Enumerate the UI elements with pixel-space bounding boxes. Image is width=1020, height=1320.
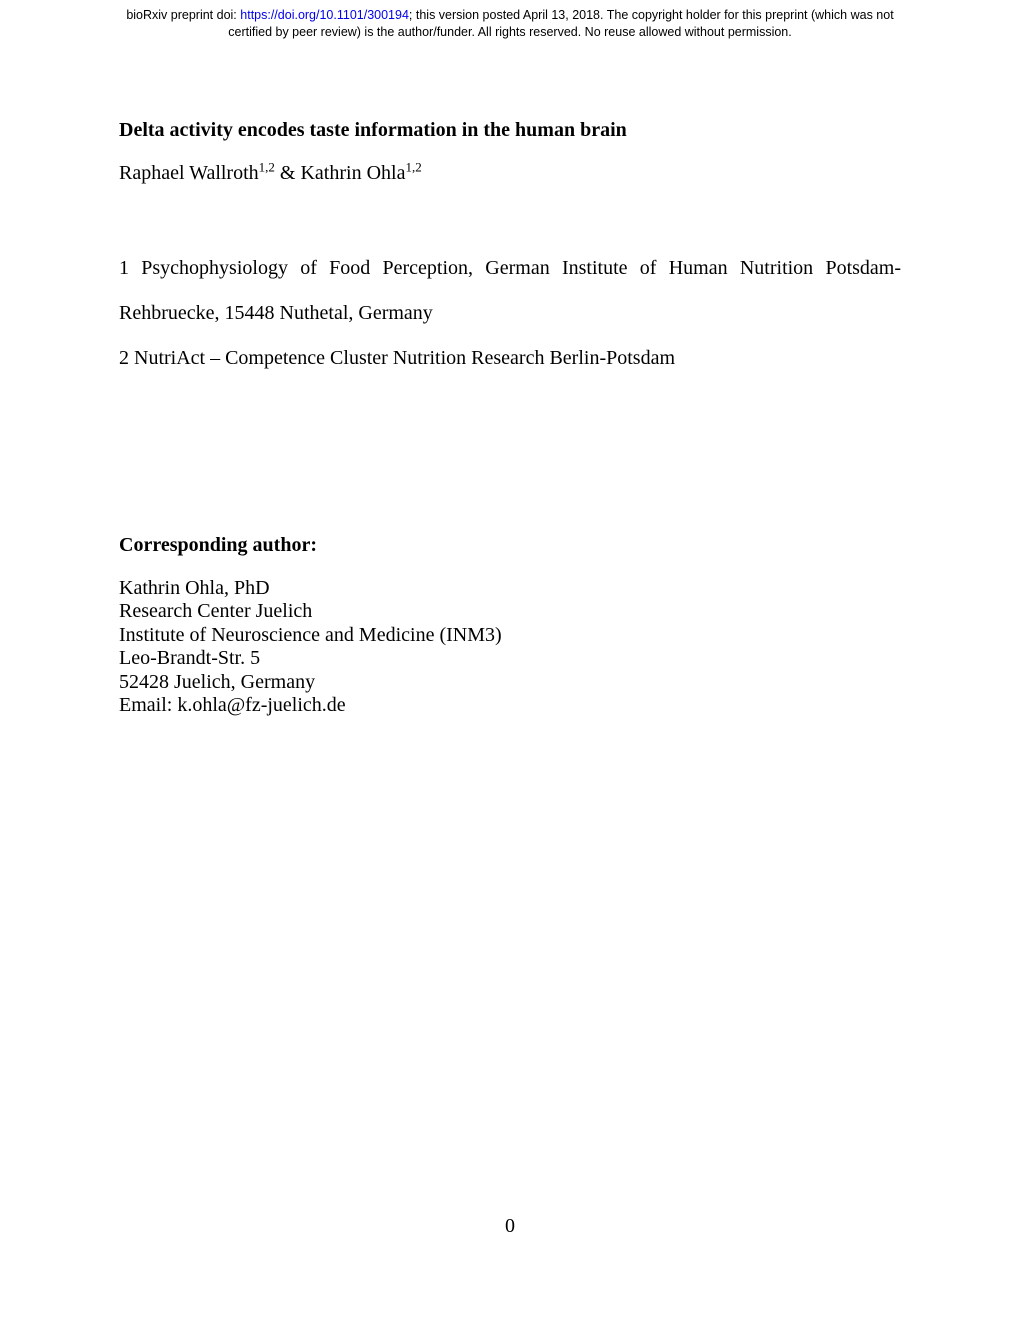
corresponding-author-institute: Institute of Neuroscience and Medicine (INM3) [119,623,502,646]
corresponding-author-city: 52428 Juelich, Germany [119,670,316,693]
disclaimer-suffix: ; this version posted April 13, 2018. The copyright holder for this preprint (which was not [408,8,894,22]
author-1-affiliation-superscript: 1,2 [258,159,275,175]
corresponding-author-name: Kathrin Ohla, PhD [119,577,270,599]
corresponding-author-email: Email: k.ohla@fz-juelich.de [119,694,346,717]
doi-link[interactable]: https://doi.org/10.1101/300194 [240,8,409,22]
corresponding-author-details [119,577,901,717]
page-number: 0 [505,1215,515,1237]
disclaimer-prefix: bioRxiv preprint doi: [126,8,241,22]
disclaimer-line-2: certified by peer review) is the author/funder. All rights reserved. No reuse allowed without permission. [228,25,792,39]
corresponding-author-street: Leo-Brandt-Str. 5 [119,647,261,670]
affiliation-1-line-1: 1 Psychophysiology of Food Perception, German Institute of Human Nutrition Potsdam- [119,257,901,279]
author-1: Raphael Wallroth [119,162,259,184]
author-separator: & [274,162,301,184]
preprint-disclaimer-header [0,7,1020,41]
corresponding-author-heading: Corresponding author: [119,534,317,556]
corresponding-author-institution: Research Center Juelich [119,600,313,623]
affiliation-1-line-2: Rehbruecke, 15448 Nuthetal, Germany [119,302,433,324]
affiliation-2: 2 NutriAct – Competence Cluster Nutrition Research Berlin-Potsdam [119,347,675,369]
author-2-affiliation-superscript: 1,2 [405,159,422,175]
disclaimer-line-1 [0,7,1020,24]
author-2: Kathrin Ohla [300,162,406,184]
author-line [119,159,901,187]
paper-title: Delta activity encodes taste information in the human brain [119,119,627,141]
